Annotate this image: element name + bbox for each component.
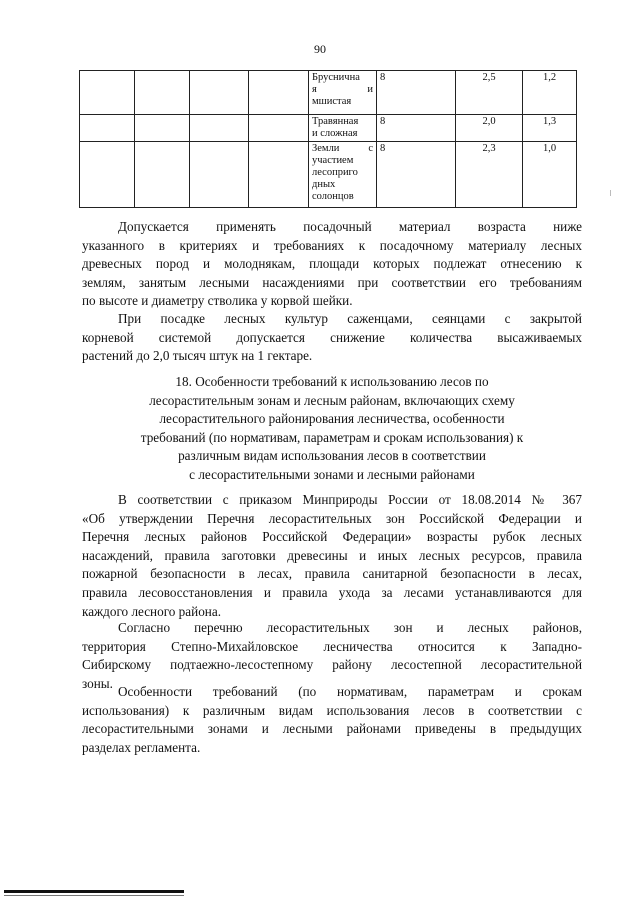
table-row [80, 115, 577, 142]
forest-type-cell [309, 142, 377, 208]
heading-line: требований (по нормативам, параметрам и срокам использования) к [140, 429, 524, 445]
text-line: землям, занятым лесными насаждениями при соответствии его требованиям [82, 274, 582, 290]
forest-type-cell [309, 71, 377, 115]
table-row [80, 71, 577, 115]
value-cell: 1,2 [523, 71, 577, 115]
table-cell [190, 142, 249, 208]
paragraph-order-reference [82, 491, 582, 621]
species-table [79, 70, 577, 208]
text-line: пожарной безопасности в лесах, правила санитарной безопасности в лесах, [82, 566, 582, 582]
paragraph-requirements [82, 683, 582, 757]
value-cell: 2,0 [456, 115, 523, 142]
text-line: зоны. [82, 675, 113, 691]
table-cell [249, 142, 309, 208]
text-line: территория Степно-Михайловское лесничества относится к Западно- [82, 638, 582, 654]
forest-type-text: мшистая [312, 96, 352, 107]
heading-line: с лесорастительными зонами и лесными районами [189, 466, 475, 482]
table-cell [249, 115, 309, 142]
text-line: лесорастительными зонами и лесными районами приведены в предыдущих [82, 721, 582, 737]
heading-line: 18. Особенности требований к использованию лесов по [175, 374, 489, 389]
table-cell [135, 115, 190, 142]
text-line: В соответствии с приказом Минприроды России от 18.08.2014 № 367 [118, 492, 582, 507]
forest-type-text: солонцов [312, 191, 354, 202]
footer-rule-thin [4, 895, 184, 896]
table-row [80, 142, 577, 208]
text-line: растений до 2,0 тысяч штук на 1 гектаре. [82, 348, 313, 364]
forest-type-text: лесоприго [312, 167, 358, 178]
text-line: Согласно перечню лесорастительных зон и лесных районов, [118, 620, 582, 635]
table-cell [80, 142, 135, 208]
text-line: «Об утверждении Перечня лесорастительных зон Российской Федерации и [82, 510, 582, 526]
table-cell [135, 71, 190, 115]
text-line: использования) к различным видам использования лесов в соответствии с [82, 702, 582, 718]
value-cell: 8 [377, 115, 456, 142]
text-line: правила лесовосстановления и правила ухода за лесами устанавливаются для [82, 584, 582, 600]
paragraph-seedlings [82, 310, 582, 366]
value-cell: 8 [377, 142, 456, 208]
value-cell: 1,3 [523, 115, 577, 142]
forest-type-text: я и [312, 84, 373, 95]
forest-type-text: и сложная [312, 128, 358, 139]
footer-rule [4, 890, 184, 893]
page-number: 90 [314, 42, 326, 56]
scan-mark [610, 190, 611, 196]
text-line: корневой системой допускается снижение количества высаживаемых [82, 329, 582, 345]
text-line: Допускается применять посадочный материал возраста ниже [118, 219, 582, 234]
paragraph-planting-material [82, 218, 582, 311]
heading-line: различным видам использования лесов в соответствии [178, 448, 486, 464]
forest-type-text: Бруснична [312, 72, 360, 83]
forest-type-text: Земли с [312, 143, 373, 154]
text-line: по высоте и диаметру стволика у корвой шейки. [82, 293, 353, 309]
section-heading-18 [112, 373, 552, 485]
forest-type-cell [309, 115, 377, 142]
text-line: Перечня лесных районов Российской Федерации» возрасты рубок лесных [82, 529, 582, 545]
value-cell: 1,0 [523, 142, 577, 208]
forest-type-text: дных [312, 179, 336, 190]
value-cell: 2,3 [456, 142, 523, 208]
heading-line: лесорастительным зонам и лесным районам, включающих схему [149, 392, 515, 408]
text-line: указанного в критериях и требованиях к посадочному материалу лесных [82, 237, 582, 253]
text-line: насаждений, правила заготовки древесины и иных лесных ресурсов, правила [82, 547, 582, 563]
table-cell [249, 71, 309, 115]
table-cell [135, 142, 190, 208]
forest-type-text: Травянная [312, 116, 359, 127]
forest-type-text: участием [312, 155, 354, 166]
text-line: Особенности требований (по нормативам, параметрам и срокам [118, 684, 582, 699]
table-cell [190, 115, 249, 142]
table-cell [190, 71, 249, 115]
heading-line: лесорастительного районирования лесничества, особенности [159, 411, 505, 427]
text-line: Сибирскому подтаежно-лесостепному району лесостепной лесорастительной [82, 657, 582, 673]
text-line: каждого лесного района. [82, 603, 221, 619]
text-line: При посадке лесных культур саженцами, сеянцами с закрытой [118, 311, 582, 326]
text-line: древесных пород и молоднякам, площади которых подлежат отнесению к [82, 256, 582, 272]
value-cell: 8 [377, 71, 456, 115]
text-line: разделах регламента. [82, 739, 201, 755]
table-cell [80, 115, 135, 142]
value-cell: 2,5 [456, 71, 523, 115]
table-cell [80, 71, 135, 115]
